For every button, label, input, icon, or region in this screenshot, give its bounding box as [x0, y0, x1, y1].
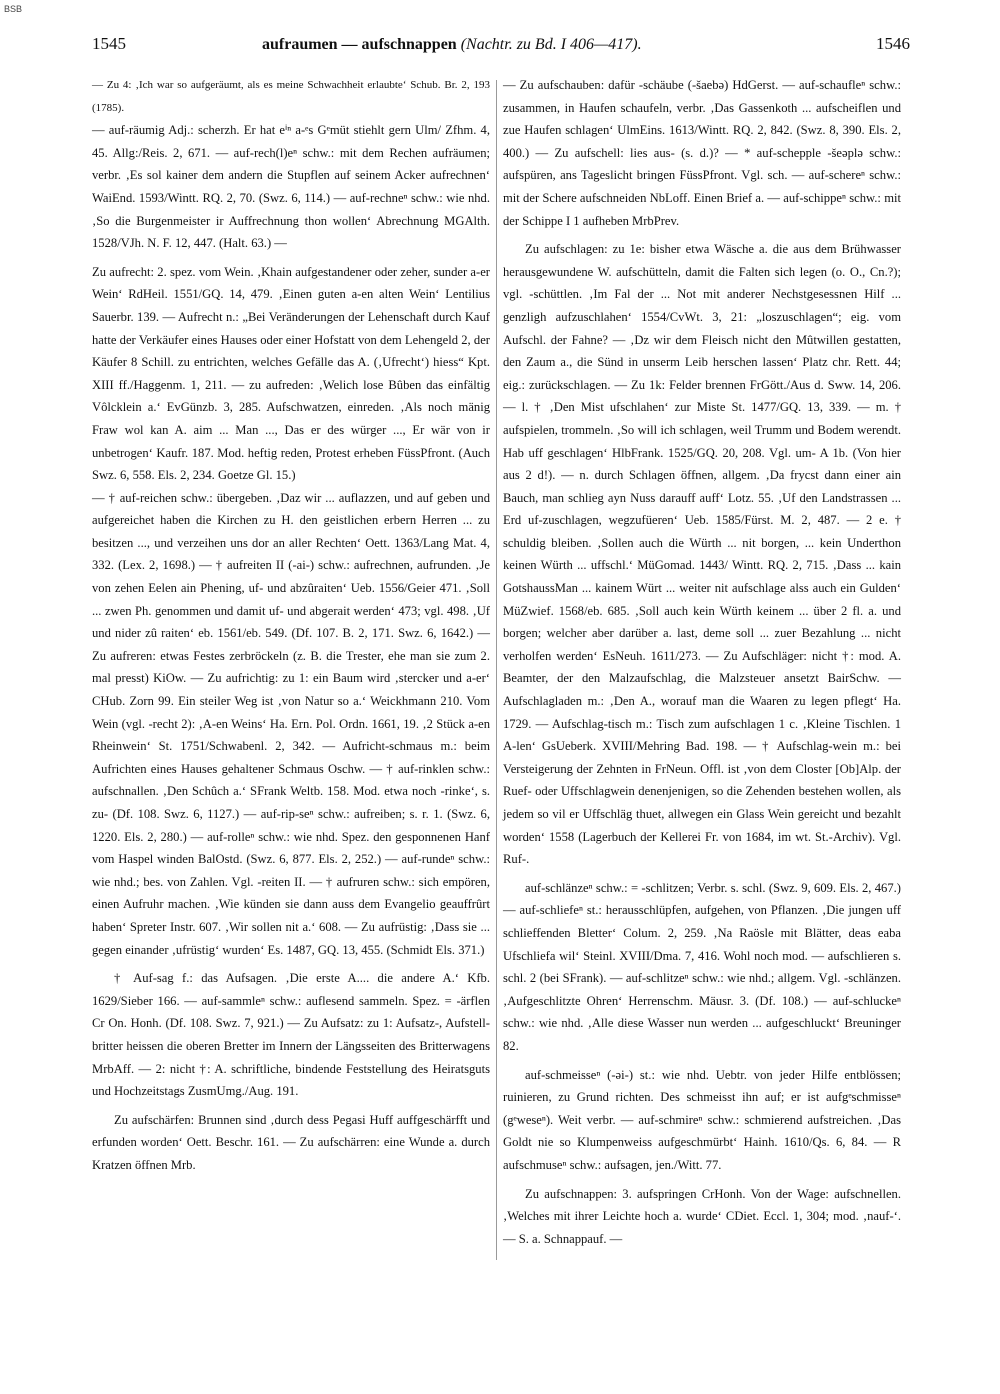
entry-paragraph: Zu aufschlagen: zu 1e: bisher etwa Wäsche a. die aus dem Brühwasser herausgewundene W. aufschütteln, damit die Falten sich legen (o. O., Cn.?); vgl. -schüttlen. ‚Im Fal der ... Not mit anderer Nechstgesessnen Hilf ... genzligh aufzuschlahen‘ 1554/CvWt. 3, 21: „loszuschlagen“; eig. vom Aufschl. der Fahne? — ‚Dz wir dem Fleisch nicht den Mûtwillen gestatten, den Zaum a., die Sünd in unserm Leib herschen lassen‘ Platz chr. Rett. 44; eig.: zurückschlagen. — Zu 1k: Felder brennen FrGött./Aus d. Sww. 14, 206. — l. † ‚Den Mist ufschlahen‘ zur Miste St. 1477/GQ. 13, 339. — m. † aufspielen, trommeln. ‚So will ich schlagen, weil Trumm und Bodem werendt. Hab uff geschlagen‘ HlbFrank. 1525/GQ. 20, 208. Vgl. um- A 1b. (Von hier aus 2 d!). — n. durch Schlagen öffnen, allgem. ‚Da fryсst dann einer ain Bauch, man schlieg ayn Nuss darauff auff‘ Lotz. 55. ‚Uf den Landstrassen ... Erd uf-zuschlagen, wegzufüeren‘ Ueb. 1585/Fürst. M. 2, 487. — 2 e. † schuldig bleiben. ‚Sollen auch die Würth ... nit borgen, ... kein Underthon keinen Würth ... uffschl.‘ MüGomad. 1443/ Wintt. RQ. 2, 715. ‚Dass ... kain GotshaussMan ... kainem Würt ... weiter nit aufschlage alss auch ein Gulden‘ MüZwief. 1568/eb. 685. ‚Soll auch kein Würth keinem ... über 2 fl. a. und borgen; welcher aber darüber a. last, deme soll ... zuer Bezahlung ... nicht verholfen werden‘ EsNeuh. 1611/273. — Zu Aufschläger: nicht †: mod. A. Beamter, der den Malzaufschlag, die Malzsteuer ansetzt BairSchw. — Aufschlagladen m.: ‚Den A., worauf man die Waaren zu legen pflegt‘ Ha. 1729. — Aufschlag-tisch m.: Tisch zum aufschlagen 1 c. ‚Kleine Tischlen. 1 A-len‘ GsUeberk. XVIII/Mehring Bad. 198. — † Aufschlag-wein m.: bei Versteigerung der Zehnten in FrNeun. Offl. ist ‚von dem Closter [Ob]Alp. der Ruef- oder Uffschlagwein denenjenigen, so die Zehenden bestehen wollen, als jedem so vil er Uffschläg thuet, allwegen ein Glass Wein gereicht und bezahlt worden‘ 1558 (Lagerbuch der Kellerei Fr. von 1684, im wt. St.-Archiv). Vgl. Ruf-.: [503, 242, 901, 867]
entry-paragraph: — † auf-reichen schw.: übergeben. ‚Daz wir ... auflazzen, und auf geben und aufgereichet haben die Kirchen zu H. den geistlichen erbern Herren ... zu besitzen ..., und verzeihen uns dor an aller Rechten‘ Oett. 1363/Lang Mat. 4, 332. (Lex. 2, 1698.) — † aufreiten II (-ai-) schw.: aufrechnen, aufrunden. ‚Je von zehen Eelen ain Phening, uf- und abzûraiten‘ Ueb. 1556/Geier 471. ‚Soll ... zwen Ph. genommen und damit uf- und abgerait werden‘ 473; vgl. 498. ‚Uf und nider zû raiten‘ eb. 1561/eb. 549. (Df. 107. B. 2, 171. Swz. 6, 1642.) — Zu aufreren: etwas Festes zerbröckeln (z. B. die Trester, ehe man sie zum 2. mal presst) KiOw. — Zu aufrichtig: zu 1: ein Baum wird ‚stercker und a-er‘ CHub. Zorn 99. Ein steiler Weg ist ‚von Natur so a.‘ Weickhmann 210. Vom Wein (vgl. -recht 2): ‚A-en Weins‘ Ha. Ern. Pol. Ordn. 1661, 19. ‚2 Stück a-en Rheinwein‘ St. 1751/Schwabenl. 2, 342. — Aufricht-schmaus m.: beim Aufrichten eines Hauses gehaltener Schmaus Oschw. — † auf-rinklen schw.: aufschnallen. ‚Den Schûch a.‘ SFrank Weltb. 158. Mod. etwa noch -rinke‘, s. zu- (Df. 108. Swz. 6, 1127.) — auf-rip-seⁿ schw.: aufreiben; s. r. 1. (Swz. 6, 1220. Els. 2, 280.) — auf-rolleⁿ schw.: wie nhd. Spez. den gesponnenen Hanf vom Haspel winden BalOstd. (Swz. 6, 877. Els. 2, 252.) — auf-rundeⁿ schw.: wie nhd.; bes. von Zahlen. Vgl. -reiten II. — † aufruren schw.: sich empören, einen Aufruhr machen. ‚Wie künden sie dann auss dem Evangelio geauffrûrt haben‘ Spreter Instr. 607. ‚Wir sollen nit a.‘ 608. — Zu aufrüstig: ‚Dass sie ... gegen einander ‚ufrüstig‘ wurden‘ Es. 1487, GQ. 13, 455. (Schmidt Els. 371.): [92, 490, 490, 957]
page-header: [92, 34, 910, 58]
page-number-right: 1546: [876, 34, 910, 53]
column-divider: [496, 80, 497, 1260]
entry-paragraph: — Zu 4: ‚Ich war so aufgeräumt, als es meine Schwachheit erlaubte‘ Schub. Br. 2, 193 (1785).: [92, 79, 490, 114]
entry-paragraph: Zu aufrecht: 2. spez. vom Wein. ‚Khain aufgestandener oder zeher, sunder a-er Wein‘ RdHeil. 1551/GQ. 14, 479. ‚Einen guten a-en alten Wein‘ Lentilius Sauerbr. 139. — Aufrecht n.: „Bei Veränderungen der Lehenschaft durch Kauf hatte der Verkäufer eines Hauses oder einer Hofstatt von dem Lehengeld 2, der Käufer 8 Schill. zu entrichten, welches Gefälle das A. (‚Ufrecht‘) hiess“ Kpt. XIII ff./Haggenm. 1, 211. — zu aufreden: ‚Welich lose Bûben das einfältig Vôlcklein a.‘ EvGünzb. 3, 285. Aufschwatzen, einreden. ‚Als noch mänig Fraw wol kan A. aim ... Man ..., Das er des würger ..., Er wär von ir unbetrogen‘ Kaufr. 187. Mod. heftig reden, Protest erheben FüssPfront. (Auch Swz. 6, 558. Els. 2, 234. Goetze Gl. 15.): [92, 264, 490, 483]
entry-paragraph: auf-schlänzeⁿ schw.: = -schlitzen; Verbr. s. schl. (Swz. 9, 609. Els. 2, 467.) — auf-schliefeⁿ st.: herausschlüpfen, aufgehen, von Pflanzen. ‚Die jungen uff schlieffenden Bletter‘ Colum. 2, 259. ‚Na Raösle mit Blätter, deas eaba Ufschliefa wil‘ Steinl. XVIII/Dma. 7, 416. Wohl noch mod. — aufschlieren s. schl. 2 (bei SFrank). — auf-schlitzeⁿ schw.: wie nhd.; allgem. Vgl. -schlänzen. ‚Aufgeschlitzte Ohren‘ Herrenschm. Mäusr. 3. (Df. 108.) — auf-schluckeⁿ schw.: wie nhd. ‚Alle diese Wasser nun werden ... aufgeschluckt‘ Breuninger 82.: [503, 880, 901, 1053]
entry-paragraph: — Zu aufschauben: dafür -schäube (-šaebə) HdGerst. — auf-schaufleⁿ schw.: zusammen, in Haufen schaufeln, verbr. ‚Das Gassenkoth ... aufscheiflen und zue Haufen schlagen‘ UlmEins. 1613/Wintt. RQ. 2, 842. (Swz. 8, 390. Els. 2, 400.) — Zu aufschell: lies aus- (s. d.)? — * auf-schepple -šeəplə schw.: aufspüren, ans Tageslicht bringen FüssPfront. Vgl. sch. — auf-schereⁿ schw.: mit der Schere aufschneiden NbLoff. Einen Brief a. — auf-schippeⁿ schw.: mit der Schippe I 1 aufheben MrbPrev.: [503, 78, 901, 228]
running-title-note: (Nachtr. zu Bd. I 406—417).: [460, 36, 642, 53]
left-column: [92, 74, 490, 1177]
library-watermark: BSB: [4, 4, 23, 14]
entry-paragraph: auf-schmeisseⁿ (-əi-) st.: wie nhd. Uebtr. von jeder Hilfe entblössen; ruinieren, zu Grund richten. Des schmeisst ihn auf; er ist aufgᵉschmisseⁿ (gᵉweseⁿ). Weit verbr. — auf-schmireⁿ schw.: schmierend aufstreichen. ‚Das Goldt nie so Klumpenweiss aufgeschmürbt‘ Hainh. 1610/Qs. 6, 84. — R aufschmuseⁿ schw.: aufsagen, jen./Witt. 77.: [503, 1067, 901, 1172]
entry-paragraph: — auf-räumig Adj.: scherzh. Er hat eⁱⁿ a-ᵉs Gᵉmüt stiehlt gern Ulm/ Zfhm. 4, 45. Allg:/Reis. 2, 671. — auf-rech(l)eⁿ schw.: mit dem Rechen aufräumen; verbr. ‚Es sol kainer dem andern die Stupflen auf seinem Acker aufrechnen‘ WaiEnd. 1593/Wintt. RQ. 2, 70. (Swz. 6, 114.) — auf-rechneⁿ schw.: wie nhd. ‚So die Burgenmeister ir Auffrechnung thon wollen‘ Abrechnung MGAlth. 1528/VJh. N. F. 12, 447. (Halt. 63.) —: [92, 123, 490, 251]
page-number-left: 1545: [92, 34, 126, 53]
entry-paragraph: † Auf-sag f.: das Aufsagen. ‚Die erste A.... die andere A.‘ Kfb. 1629/Sieber 166. — auf-sammleⁿ schw.: auflesend sammeln. Spez. = -ärflen Cr On. Honh. (Df. 108. Swz. 7, 921.) — Zu Aufsatz: zu 1: Aufsatz-, Aufstell-britter heissen die oberen Bretter im Innern der Längsseiten des Britterwagens MrbAff. — 2: nicht †: A. schriftliche, bindende Feststellung des Heiratsguts und Hochzeitstags ZusmUmg./Aug. 191.: [92, 971, 490, 1099]
running-title: [262, 36, 642, 54]
right-column: [503, 74, 901, 1250]
entry-paragraph: Zu aufschnappen: 3. aufspringen CrHonh. Von der Wage: aufschnellen. ‚Welches mit ihrer Leichte hoch a. wurde‘ CDiet. Eccl. 1, 304; mod. ‚nauf-‘. — S. a. Schnappauf. —: [503, 1186, 901, 1246]
running-title-text: aufraumen — aufschnappen: [262, 36, 457, 53]
entry-paragraph: Zu aufschärfen: Brunnen sind ‚durch dess Pegasi Huff auffgeschärfft und erfunden worden‘ Oett. Beschr. 161. — Zu aufschärren: eine Wunde a. durch Kratzen öffnen Mrb.: [92, 1112, 490, 1172]
